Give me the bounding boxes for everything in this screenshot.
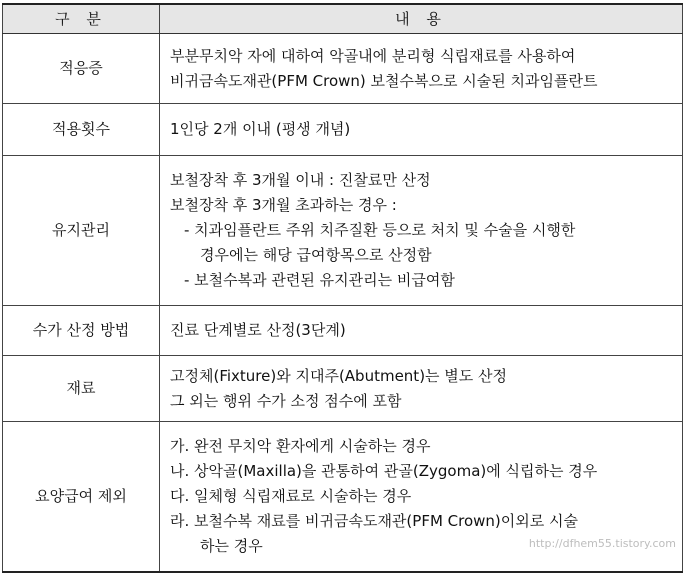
bullet-item: - 보철수복과 관련된 유지관리는 비급여함 [184,271,455,289]
header-content: 내 용 [160,4,683,34]
content-line: 고정체(Fixture)와 지대주(Abutment)는 별도 산정 [170,366,508,385]
watermark: http://dfhem55.tistory.com [528,537,676,550]
table-row-fee [3,306,683,356]
table-row-indication [3,34,683,104]
table-header-row [3,4,683,34]
content-line: 보철장착 후 3개월 초과하는 경우 : [170,196,397,214]
row-content-material [160,356,683,422]
table-row-frequency [3,104,683,156]
bullet-item: - 치과임플란트 주위 치주질환 등으로 처치 및 수술을 시행한 [184,221,576,239]
content-line: 비귀금속도재관(PFM Crown) 보철수복으로 시술된 치과임플란트 [170,71,598,90]
row-label-indication: 적응증 [3,34,160,104]
implant-coverage-table [2,3,683,573]
exclusion-item: 나. 상악골(Maxilla)을 관통하여 관골(Zygoma)에 식립하는 경우 [170,461,598,480]
exclusion-item: 라. 보철수복 재료를 비귀금속도재관(PFM Crown)이외로 시술 [170,511,578,530]
row-label-fee: 수가 산정 방법 [3,306,160,356]
content-line: 보철장착 후 3개월 이내 : 진찰료만 산정 [170,171,431,189]
content-line: 부분무치악 자에 대하여 악골내에 분리형 식립재료를 사용하여 [170,46,576,65]
exclusion-item: 가. 완전 무치악 환자에게 시술하는 경우 [170,436,431,455]
table-row-maintenance [3,156,683,306]
row-label-material: 재료 [3,356,160,422]
content-line: 진료 단계별로 산정(3단계) [170,321,346,339]
header-category: 구 분 [3,4,160,34]
exclusion-item: 다. 일체형 식립재료로 시술하는 경우 [170,486,412,505]
row-label-exclusion: 요양급여 제외 [3,422,160,572]
table-row-material [3,356,683,422]
content-line: 1인당 2개 이내 (평생 개념) [170,120,351,138]
row-label-frequency: 적용횟수 [3,104,160,156]
row-content-frequency [160,104,683,156]
row-label-maintenance: 유지관리 [3,156,160,306]
bullet-continuation: 경우에는 해당 급여항목으로 산정함 [200,246,432,264]
exclusion-item-continuation: 하는 경우 [200,536,263,555]
row-content-indication [160,34,683,104]
row-content-fee [160,306,683,356]
row-content-maintenance [160,156,683,306]
content-line: 그 외는 행위 수가 소정 점수에 포함 [170,391,402,410]
